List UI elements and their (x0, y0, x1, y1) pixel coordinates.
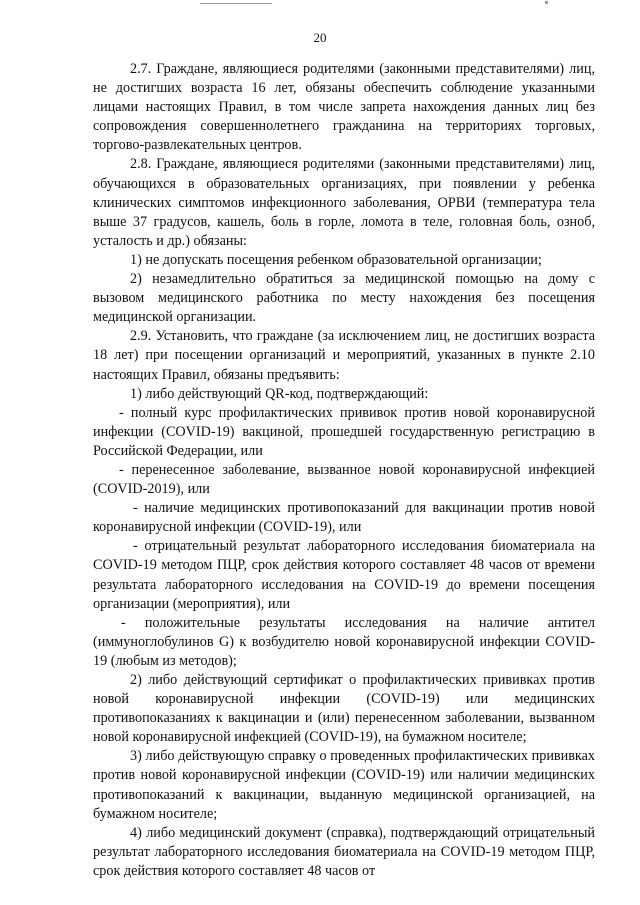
document-body (93, 60, 595, 881)
paragraph-2-9-item-1: 1) либо действующий QR-код, подтверждающий: (130, 385, 429, 402)
paragraph-2-9: 2.9. Установить, что граждане (за исключением лиц, не достигших возраста 18 лет) при посещении организаций и мероприятий, указанных в пункте 2.10 настоящих Правил, обязаны предъявить: (93, 328, 595, 383)
dash-item-recovered: - перенесенное заболевание, вызванное новой коронавирусной инфекцией (COVID-2019), или (93, 461, 595, 498)
paragraph-2-8: 2.8. Граждане, являющиеся родителями (законными представителями) лиц, обучающихся в образовательных организациях, при появлении у ребенка клинических симптомов инфекционного заболевания, ОРВИ (температура тела выше 37 градусов, кашель, боль в горле, ломота в теле, головная боль, озноб, усталость и др.) обязаны: (93, 156, 595, 249)
scan-top-line (200, 3, 272, 4)
paragraph-2-9-item-4: 4) либо медицинский документ (справка), подтверждающий отрицательный результат лабораторного исследования биоматериала на COVID-19 методом ПЦР, срок действия которого составляет 48 часов от (93, 824, 595, 879)
dash-item-contraindications: - наличие медицинских противопоказаний для вакцинации против новой коронавирусной инфекции (COVID-19), или (93, 500, 595, 536)
dash-item-antibodies: - положительные результаты исследования на наличие антител (иммуноглобулинов G) к возбудителю новой коронавирусной инфекции COVID-19 (любым из методов); (93, 614, 595, 669)
dash-item-vaccination: - полный курс профилактических прививок против новой коронавирусной инфекции (COVID-19) вакциной, прошедшей государственную регистрацию в Российской Федерации, или (93, 404, 595, 459)
paragraph-2-7: 2.7. Граждане, являющиеся родителями (законными представителями) лиц, не достигших возраста 16 лет, обязаны обеспечить соблюдение указанными лицами настоящих Правил, в том числе запрета нахождения данных лиц без сопровождения совершеннолетнего гражданина на территориях торговых, торгово-развлекательных центров. (93, 61, 595, 154)
paragraph-2-9-item-3: 3) либо действующую справку о проведенных профилактических прививках против новой коронавирусной инфекции (COVID-19) или наличии медицинских противопоказаний к вакцинации, выданную медицинской организацией, на бумажном носителе; (93, 748, 595, 822)
dash-item-pcr-negative: - отрицательный результат лабораторного исследования биоматериала на COVID-19 методом ПЦР, срок действия которого составляет 48 часов от времени результата лабораторного исследования на COVID-19 до времени посещения организации (мероприятия), или (93, 538, 595, 612)
paragraph-2-8-item-2: 2) незамедлительно обратиться за медицинской помощью на дому с вызовом медицинского работника по месту нахождения без посещения медицинской организации. (93, 271, 595, 326)
paragraph-2-9-item-2: 2) либо действующий сертификат о профилактических прививках против новой коронавирусной инфекции (COVID-19) или медицинских противопоказаниях к вакцинации и (или) перенесенном заболевании, вызванном новой коронавирусной инфекцией (COVID-19), на бумажном носителе; (93, 672, 595, 746)
paragraph-2-8-item-1: 1) не допускать посещения ребенком образовательной организации; (130, 251, 542, 268)
scan-top-mark (545, 1, 548, 4)
page-number: 20 (313, 30, 327, 45)
